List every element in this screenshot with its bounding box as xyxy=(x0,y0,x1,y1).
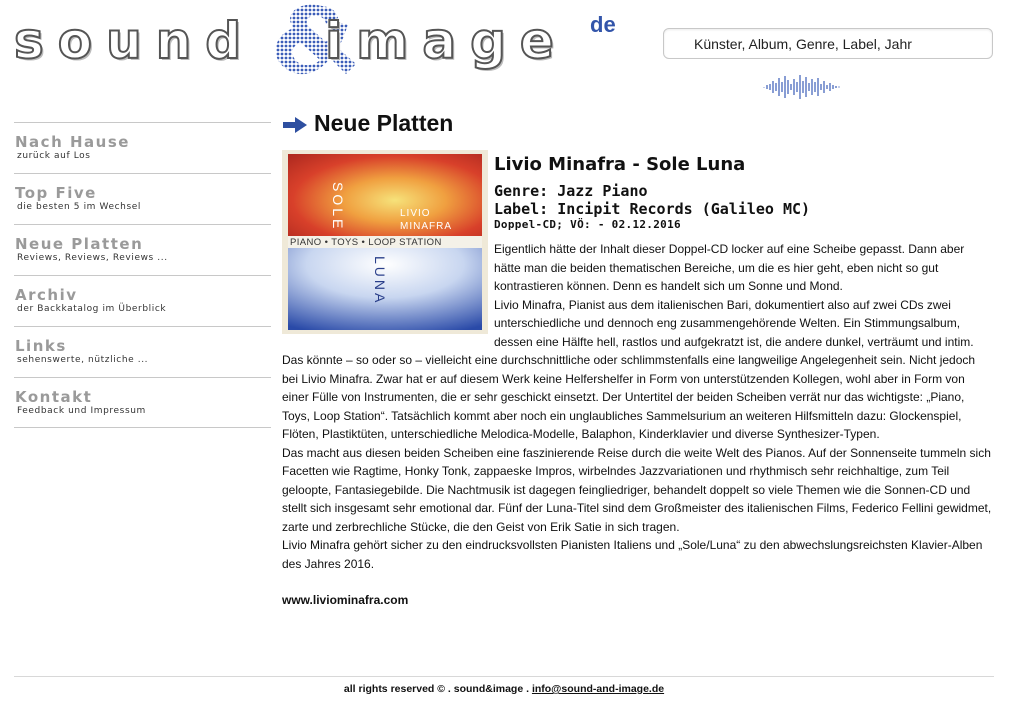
footer xyxy=(0,683,1008,695)
page-title: Neue Platten xyxy=(314,110,454,136)
nav-item-kontakt[interactable] xyxy=(14,377,271,428)
nav-item-title: Kontakt xyxy=(15,388,93,406)
album-genre: Genre: Jazz Piano xyxy=(494,182,648,200)
cover-artist-line1: LIVIO xyxy=(400,208,431,219)
arrow-right-icon xyxy=(282,116,308,134)
album-cover xyxy=(282,150,488,334)
nav-item-title: Neue Platten xyxy=(15,235,144,253)
nav-item-subtitle: der Backkatalog im Überblick xyxy=(17,304,167,314)
nav-item-title: Archiv xyxy=(15,286,78,304)
review-paragraph: Das könnte – so oder so – vielleicht eine durchschnittliche oder schlimmstenfalls eine langweilige Angelegenheit sein. Nicht jedoch bei Livio Minafra. Zwar hat er auf diesem Werk keine Helfershelfer in Form von unterstützenden Kollegen, wohl aber in Form von einer Fülle von Instrumenten, die er sehr geschickt einsetzt. Der Untertitel der beiden Scheiben verrät nur das wichtigste: „Piano, Toys, Loop Station“. Tatsächlich kommt aber noch ein unglaubliches Sammelsurium an weiteren Hilfsmitteln dazu: Glockenspiel, Flöten, Plastiktüten, unterschiedliche Melodica-Modelle, Balaphon, Kinderklavier und diverse Synthesizer-Typen. xyxy=(282,353,976,441)
nav-item-archiv[interactable] xyxy=(14,275,271,326)
cover-subtitle: PIANO • TOYS • LOOP STATION xyxy=(290,237,442,248)
album-label: Label: Incipit Records (Galileo MC) xyxy=(494,200,811,218)
logo-wordmark: sound image xyxy=(14,12,568,70)
footer-email-link[interactable]: info@sound-and-image.de xyxy=(531,683,665,695)
nav-item-top-five[interactable] xyxy=(14,173,271,224)
nav-item-subtitle: zurück auf Los xyxy=(17,151,91,161)
nav-item-subtitle: Feedback und Impressum xyxy=(17,406,146,416)
cover-artist-line2: MINAFRA xyxy=(400,221,452,232)
nav-item-links[interactable] xyxy=(14,326,271,377)
nav-item-subtitle: Reviews, Reviews, Reviews ... xyxy=(17,253,168,263)
album-format-release: Doppel-CD; VÖ: - 02.12.2016 xyxy=(494,218,681,231)
review-paragraph: Eigentlich hätte der Inhalt dieser Doppel-CD locker auf eine Scheibe gepasst. Dann aber hätte man die beiden thematischen Bereiche, um die es hier geht, eben nicht so gut kontrastieren können. Denn es handelt sich um Sonne und Mond. xyxy=(494,242,965,293)
cover-word-sole: SOLE xyxy=(330,182,346,232)
sidebar-nav xyxy=(14,122,271,428)
artist-website-link[interactable]: www.liviominafra.com xyxy=(282,593,409,607)
album-title: Livio Minafra - Sole Luna xyxy=(494,154,746,175)
review-article xyxy=(282,150,994,607)
nav-item-subtitle: sehenswerte, nützliche ... xyxy=(17,355,149,365)
cover-word-luna: LUNA xyxy=(372,256,388,306)
search-input[interactable] xyxy=(663,28,993,59)
footer-divider xyxy=(14,676,994,677)
site-logo[interactable] xyxy=(10,0,630,90)
logo-tld: de xyxy=(590,12,616,37)
nav-item-neue-platten[interactable] xyxy=(14,224,271,275)
nav-item-title: Links xyxy=(15,337,67,355)
nav-item-subtitle: die besten 5 im Wechsel xyxy=(17,202,141,212)
soundwave-icon xyxy=(762,72,844,102)
review-paragraph: Das macht aus diesen beiden Scheiben eine faszinierende Reise durch die weite Welt des Pianos. Auf der Sonnenseite tummeln sich Facetten wie Ragtime, Honky Tonk, zappaeske Impros, wirbelndes Jazzvariationen und rhythmisch sehr reichhaltige, zum Teil geloopte, Fantasiegebilde. Die Nachtmusik ist dagegen feingliedriger, behandelt doppelt so viele Themen wie die Sonnen-CD und stellt sich insgesamt sehr emotional dar. Fünf der Luna-Titel sind dem Großmeister des italienischen Films, Federico Fellini gewidmet, zarte und zerbrechliche Stücke, die den Geist von Erik Satie in sich tragen. xyxy=(282,445,992,534)
nav-item-nach-hause[interactable] xyxy=(14,122,271,173)
review-paragraph: Livio Minafra gehört sicher zu den eindrucksvollsten Pianisten Italiens und „Sole/Luna“ zu den abwechslungsreichsten Klavier-Alben des Jahres 2016. xyxy=(282,538,983,571)
footer-copyright: all rights reserved © . sound&image . xyxy=(343,683,532,695)
review-paragraph: Livio Minafra, Pianist aus dem italienischen Bari, dokumentiert also auf zwei CDs zwei unterschiedliche und dennoch eng zusammengehörende Welten. Ein Stimmungsalbum, dessen eine Hälfte hell, rastlos und aufgekratzt ist, die andere dunkel, verträumt und intim. xyxy=(494,297,974,349)
nav-item-title: Nach Hause xyxy=(15,133,130,151)
nav-item-title: Top Five xyxy=(15,184,97,202)
